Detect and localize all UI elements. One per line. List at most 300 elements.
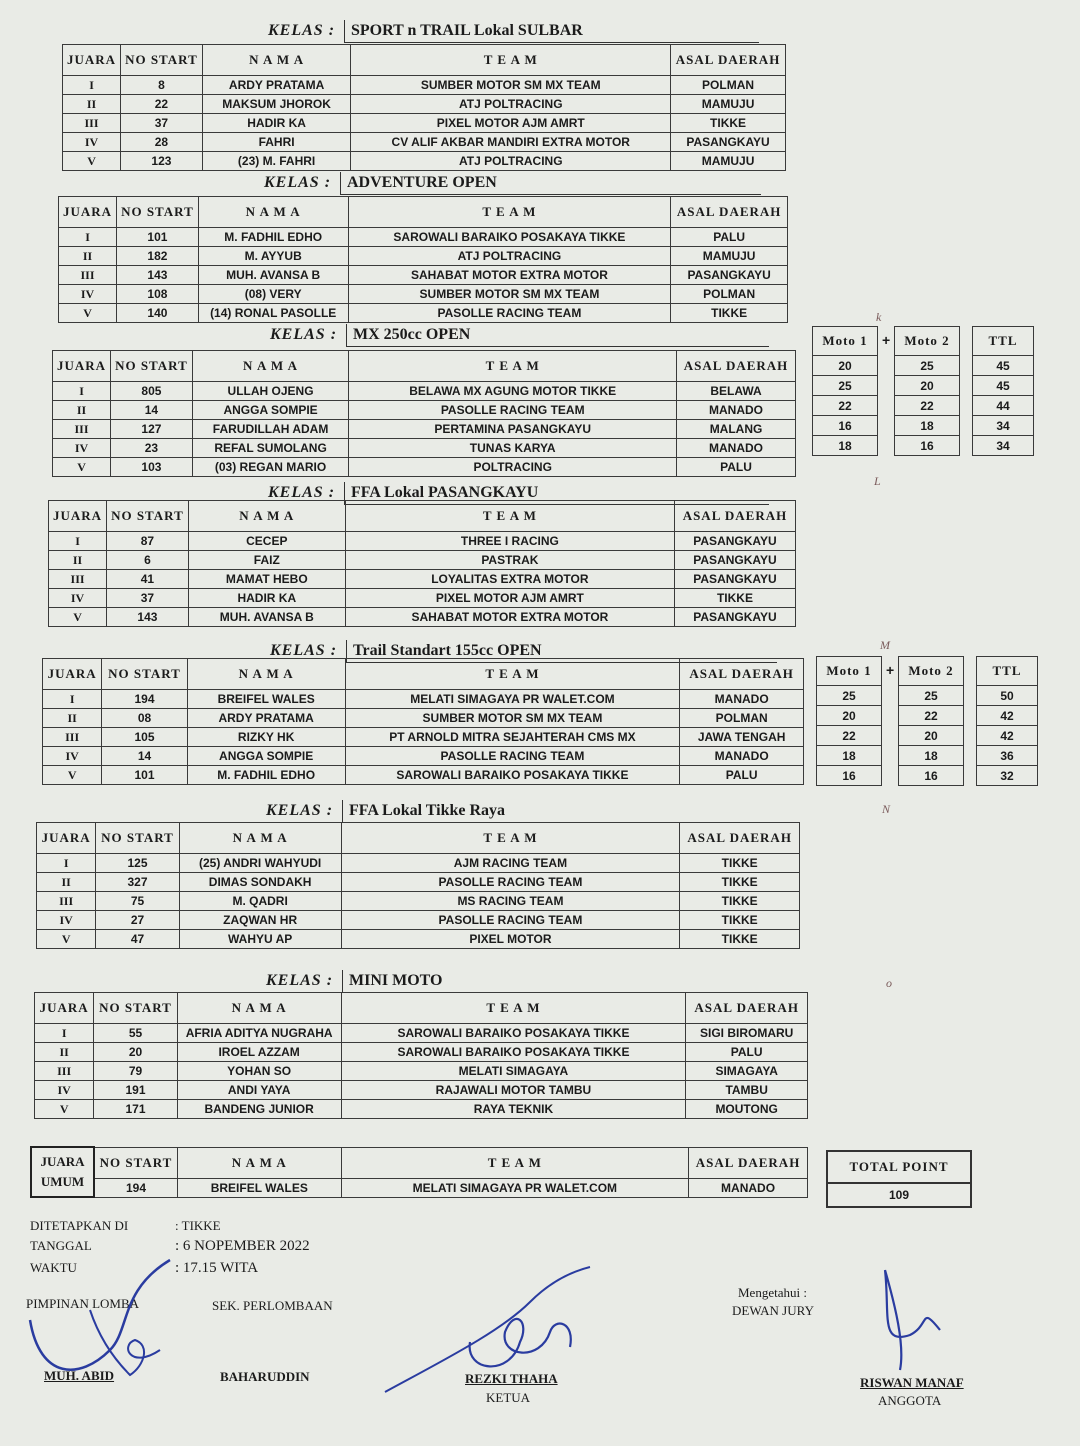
waktu-label: WAKTU	[30, 1260, 77, 1275]
umum-team: MELATI SIMAGAYA PR WALET.COM	[341, 1178, 689, 1197]
asal-daerah: PASANGKAYU	[671, 266, 788, 285]
asal-daerah: TIKKE	[671, 114, 786, 133]
team-name: MS RACING TEAM	[341, 892, 680, 911]
signature-ketua	[380, 1262, 620, 1402]
team-header: T E A M	[348, 197, 671, 228]
juara-rank: II	[63, 95, 121, 114]
moto2-table	[894, 326, 960, 456]
moto2-score: 22	[899, 706, 964, 726]
asal-daerah: SIGI BIROMARU	[686, 1024, 808, 1043]
ketua-name: REZKI THAHA	[465, 1371, 558, 1386]
table-row	[53, 420, 796, 439]
kelas-name: MINI MOTO	[342, 970, 781, 993]
rider-name: FAHRI	[202, 133, 351, 152]
team-name: PASOLLE RACING TEAM	[349, 401, 677, 420]
moto2-table	[898, 656, 964, 786]
rider-name: AFRIA ADITYA NUGRAHA	[177, 1024, 341, 1043]
results-table	[52, 350, 796, 477]
no-start: 6	[107, 551, 189, 570]
no-start: 101	[117, 228, 199, 247]
kelas-heading	[58, 168, 788, 194]
juara-rank: IV	[63, 133, 121, 152]
kelas-section	[58, 168, 788, 328]
nama-header: N A M A	[187, 659, 345, 690]
team-name: PASTRAK	[345, 551, 674, 570]
asal-daerah: SIMAGAYA	[686, 1062, 808, 1081]
asal-daerah: BELAWA	[677, 382, 796, 401]
ditetapkan-label: DITETAPKAN DI	[30, 1218, 129, 1233]
team-name: SUMBER MOTOR SM MX TEAM	[351, 76, 671, 95]
umum-asal: MANADO	[689, 1178, 808, 1197]
juara-rank: IV	[43, 747, 102, 766]
no-start: 194	[102, 690, 187, 709]
margin-mark: L	[874, 474, 881, 488]
table-row	[49, 551, 796, 570]
moto1-header: Moto 1	[817, 657, 882, 686]
asal-header: ASAL DAERAH	[686, 993, 808, 1024]
asal-header: ASAL DAERAH	[671, 197, 788, 228]
team-header: T E A M	[341, 1147, 689, 1178]
results-table	[48, 500, 796, 627]
kelas-label: KELAS :	[270, 642, 338, 659]
no-start: 79	[94, 1062, 177, 1081]
moto2-score: 18	[895, 416, 960, 436]
no-start-header: NO START	[94, 1147, 178, 1178]
sek-name: BAHARUDDIN	[220, 1369, 310, 1384]
moto1-score: 22	[817, 726, 882, 746]
rider-name: M. FADHIL EDHO	[187, 766, 345, 785]
team-name: LOYALITAS EXTRA MOTOR	[345, 570, 674, 589]
no-start-header: NO START	[107, 501, 189, 532]
ttl-score: 34	[973, 436, 1034, 456]
team-name: PASOLLE RACING TEAM	[345, 747, 680, 766]
no-start: 8	[121, 76, 203, 95]
ttl-header: TTL	[973, 327, 1034, 356]
rider-name: WAHYU AP	[179, 930, 341, 949]
juara-rank: I	[49, 532, 107, 551]
juara-rank: I	[37, 854, 96, 873]
table-row	[49, 532, 796, 551]
team-name: PASOLLE RACING TEAM	[341, 911, 680, 930]
table-row	[63, 95, 786, 114]
moto2-score: 18	[899, 746, 964, 766]
juara-rank: V	[59, 304, 117, 323]
juara-rank: II	[37, 873, 96, 892]
team-name: RAYA TEKNIK	[341, 1100, 686, 1119]
table-row	[37, 911, 800, 930]
team-name: ATJ POLTRACING	[351, 95, 671, 114]
asal-daerah: MANADO	[680, 747, 804, 766]
rider-name: MUH. AVANSA B	[198, 266, 348, 285]
nama-header: N A M A	[202, 45, 351, 76]
pimpinan-name: MUH. ABID	[44, 1368, 115, 1383]
no-start: 08	[102, 709, 187, 728]
results-table	[58, 196, 788, 323]
rider-name: ANGGA SOMPIE	[192, 401, 349, 420]
sek-label: SEK. PERLOMBAAN	[212, 1298, 333, 1313]
no-start: 47	[96, 930, 179, 949]
rider-name: RIZKY HK	[187, 728, 345, 747]
ttl-score: 34	[973, 416, 1034, 436]
team-name: ATJ POLTRACING	[348, 247, 671, 266]
kelas-heading	[62, 16, 786, 42]
juara-rank: V	[37, 930, 96, 949]
juara-header: JUARA	[63, 45, 121, 76]
asal-header: ASAL DAERAH	[680, 659, 804, 690]
moto2-score: 25	[895, 356, 960, 376]
moto1-score: 18	[813, 436, 878, 456]
total-point-value: 109	[827, 1183, 971, 1207]
team-name: PIXEL MOTOR AJM AMRT	[345, 589, 674, 608]
juara-header: JUARA	[49, 501, 107, 532]
kelas-name: FFA Lokal Tikke Raya	[342, 800, 773, 823]
table-row	[53, 401, 796, 420]
ttl-score: 45	[973, 356, 1034, 376]
juara-header: JUARA	[35, 993, 94, 1024]
table-row	[37, 854, 800, 873]
waktu-value: : 17.15 WITA	[175, 1260, 259, 1276]
rider-name: YOHAN SO	[177, 1062, 341, 1081]
kelas-section	[34, 966, 808, 1126]
kelas-heading	[52, 320, 796, 346]
team-name: SAROWALI BARAIKO POSAKAYA TIKKE	[341, 1024, 686, 1043]
table-row	[59, 247, 788, 266]
umum-no-start: 194	[94, 1178, 178, 1197]
asal-daerah: TIKKE	[680, 930, 800, 949]
table-row	[49, 570, 796, 589]
table-row	[49, 608, 796, 627]
table-row	[35, 1081, 808, 1100]
moto1-score: 16	[813, 416, 878, 436]
mengetahui-label: Mengetahui :	[738, 1285, 807, 1300]
moto2-score: 20	[899, 726, 964, 746]
ttl-score: 45	[973, 376, 1034, 396]
table-row	[59, 285, 788, 304]
asal-daerah: TIKKE	[680, 854, 800, 873]
no-start: 14	[111, 401, 193, 420]
juara-rank: III	[63, 114, 121, 133]
juara-rank: III	[53, 420, 111, 439]
juara-rank: II	[43, 709, 102, 728]
rider-name: MAKSUM JHOROK	[202, 95, 351, 114]
no-start: 75	[96, 892, 179, 911]
kelas-section	[62, 16, 786, 176]
table-row	[53, 458, 796, 477]
plus-sign: +	[886, 662, 895, 678]
asal-daerah: MALANG	[677, 420, 796, 439]
team-name: MELATI SIMAGAYA PR WALET.COM	[345, 690, 680, 709]
asal-daerah: TAMBU	[686, 1081, 808, 1100]
juara-umum-section	[30, 1146, 810, 1206]
moto1-score: 22	[813, 396, 878, 416]
kelas-label: KELAS :	[266, 802, 334, 819]
no-start: 140	[117, 304, 199, 323]
table-row	[59, 266, 788, 285]
rider-name: (08) VERY	[198, 285, 348, 304]
table-row	[53, 382, 796, 401]
rider-name: MUH. AVANSA B	[188, 608, 345, 627]
team-name: AJM RACING TEAM	[341, 854, 680, 873]
juara-rank: IV	[37, 911, 96, 930]
team-header: T E A M	[345, 501, 674, 532]
team-name: SAROWALI BARAIKO POSAKAYA TIKKE	[341, 1043, 686, 1062]
no-start: 41	[107, 570, 189, 589]
table-row	[43, 690, 804, 709]
results-table	[62, 44, 786, 171]
moto1-score: 25	[817, 686, 882, 706]
team-name: ATJ POLTRACING	[351, 152, 671, 171]
juara-rank: I	[53, 382, 111, 401]
asal-header: ASAL DAERAH	[689, 1147, 808, 1178]
ttl-score: 32	[977, 766, 1038, 786]
margin-mark: k	[876, 310, 882, 324]
no-start: 143	[117, 266, 199, 285]
ketua-title: KETUA	[486, 1390, 531, 1405]
team-name: SAHABAT MOTOR EXTRA MOTOR	[345, 608, 674, 627]
rider-name: MAMAT HEBO	[188, 570, 345, 589]
moto2-score: 16	[895, 436, 960, 456]
rider-name: ZAQWAN HR	[179, 911, 341, 930]
table-row	[43, 709, 804, 728]
plus-sign: +	[882, 332, 891, 348]
juara-header: JUARA	[37, 823, 96, 854]
moto1-table	[816, 656, 882, 786]
asal-daerah: PASANGKAYU	[674, 532, 795, 551]
asal-header: ASAL DAERAH	[671, 45, 786, 76]
juara-rank: III	[49, 570, 107, 589]
no-start: 87	[107, 532, 189, 551]
team-name: POLTRACING	[349, 458, 677, 477]
juara-rank: II	[35, 1043, 94, 1062]
team-name: SUMBER MOTOR SM MX TEAM	[345, 709, 680, 728]
juara-rank: II	[49, 551, 107, 570]
team-name: RAJAWALI MOTOR TAMBU	[341, 1081, 686, 1100]
asal-daerah: PASANGKAYU	[674, 570, 795, 589]
nama-header: N A M A	[198, 197, 348, 228]
no-start: 125	[96, 854, 179, 873]
no-start: 182	[117, 247, 199, 266]
no-start-header: NO START	[94, 993, 177, 1024]
team-name: PT ARNOLD MITRA SEJAHTERAH CMS MX	[345, 728, 680, 747]
no-start: 123	[121, 152, 203, 171]
margin-mark: N	[882, 802, 891, 816]
asal-daerah: MAMUJU	[671, 95, 786, 114]
asal-daerah: PALU	[671, 228, 788, 247]
margin-mark: M	[880, 638, 890, 652]
juara-rank: V	[35, 1100, 94, 1119]
asal-daerah: POLMAN	[680, 709, 804, 728]
juara-rank: IV	[53, 439, 111, 458]
table-row	[35, 1043, 808, 1062]
kelas-section	[48, 478, 796, 638]
moto1-score: 18	[817, 746, 882, 766]
kelas-name: FFA Lokal PASANGKAYU	[344, 482, 769, 505]
kelas-section	[42, 636, 804, 796]
kelas-section	[52, 320, 796, 480]
rider-name: M. AYYUB	[198, 247, 348, 266]
kelas-name: SPORT n TRAIL Lokal SULBAR	[344, 20, 759, 43]
kelas-label: KELAS :	[270, 326, 338, 343]
ttl-score: 42	[977, 706, 1038, 726]
kelas-heading	[36, 796, 800, 822]
no-start: 191	[94, 1081, 177, 1100]
umum-nama: BREIFEL WALES	[177, 1178, 341, 1197]
kelas-section	[36, 796, 800, 956]
results-table	[42, 658, 804, 785]
asal-daerah: PALU	[686, 1043, 808, 1062]
juara-rank: I	[63, 76, 121, 95]
nama-header: N A M A	[177, 993, 341, 1024]
dewan-jury-label: DEWAN JURY	[732, 1303, 814, 1318]
asal-daerah: MANADO	[677, 401, 796, 420]
no-start: 101	[102, 766, 187, 785]
asal-header: ASAL DAERAH	[677, 351, 796, 382]
no-start: 20	[94, 1043, 177, 1062]
moto1-score: 20	[817, 706, 882, 726]
table-row	[43, 728, 804, 747]
pimpinan-label: PIMPINAN LOMBA	[26, 1296, 140, 1311]
kelas-label: KELAS :	[266, 972, 334, 989]
no-start: 28	[121, 133, 203, 152]
rider-name: (25) ANDRI WAHYUDI	[179, 854, 341, 873]
moto1-score: 20	[813, 356, 878, 376]
table-row	[35, 1100, 808, 1119]
asal-daerah: PALU	[677, 458, 796, 477]
kelas-name: Trail Standart 155cc OPEN	[346, 640, 777, 663]
moto1-table	[812, 326, 878, 456]
rider-name: REFAL SUMOLANG	[192, 439, 349, 458]
nama-header: N A M A	[192, 351, 349, 382]
table-row	[63, 133, 786, 152]
asal-header: ASAL DAERAH	[674, 501, 795, 532]
rider-name: (23) M. FAHRI	[202, 152, 351, 171]
team-name: PASOLLE RACING TEAM	[341, 873, 680, 892]
juara-rank: V	[53, 458, 111, 477]
juara-header: JUARA	[43, 659, 102, 690]
team-header: T E A M	[349, 351, 677, 382]
no-start: 327	[96, 873, 179, 892]
juara-umum-label: JUARA UMUM	[31, 1147, 94, 1197]
asal-daerah: PASANGKAYU	[671, 133, 786, 152]
ttl-score: 44	[973, 396, 1034, 416]
asal-daerah: MANADO	[677, 439, 796, 458]
table-row	[53, 439, 796, 458]
team-header: T E A M	[341, 823, 680, 854]
table-row	[35, 1024, 808, 1043]
no-start: 103	[111, 458, 193, 477]
juara-rank: V	[63, 152, 121, 171]
asal-daerah: MAMUJU	[671, 152, 786, 171]
team-name: BELAWA MX AGUNG MOTOR TIKKE	[349, 382, 677, 401]
juara-rank: II	[59, 247, 117, 266]
team-header: T E A M	[345, 659, 680, 690]
moto2-score: 16	[899, 766, 964, 786]
asal-daerah: PALU	[680, 766, 804, 785]
kelas-name: MX 250cc OPEN	[346, 324, 769, 347]
asal-daerah: TIKKE	[674, 589, 795, 608]
asal-daerah: MAMUJU	[671, 247, 788, 266]
no-start: 108	[117, 285, 199, 304]
rider-name: IROEL AZZAM	[177, 1043, 341, 1062]
ttl-table	[972, 326, 1034, 456]
no-start-header: NO START	[111, 351, 193, 382]
rider-name: ANDI YAYA	[177, 1081, 341, 1100]
ditetapkan-value: : TIKKE	[175, 1218, 221, 1233]
kelas-label: KELAS :	[268, 22, 336, 39]
no-start-header: NO START	[102, 659, 187, 690]
rider-name: FAIZ	[188, 551, 345, 570]
juara-rank: IV	[59, 285, 117, 304]
anggota-title: ANGGOTA	[878, 1393, 942, 1408]
no-start: 37	[107, 589, 189, 608]
no-start: 105	[102, 728, 187, 747]
juara-umum-table	[30, 1146, 808, 1198]
signature-pimpinan	[20, 1250, 200, 1390]
table-row	[37, 873, 800, 892]
no-start: 37	[121, 114, 203, 133]
no-start: 55	[94, 1024, 177, 1043]
team-name: PIXEL MOTOR	[341, 930, 680, 949]
no-start: 14	[102, 747, 187, 766]
asal-daerah: POLMAN	[671, 285, 788, 304]
anggota-name: RISWAN MANAF	[860, 1375, 964, 1390]
signature-anggota	[870, 1265, 960, 1375]
team-name: PIXEL MOTOR AJM AMRT	[351, 114, 671, 133]
rider-name: ARDY PRATAMA	[187, 709, 345, 728]
ttl-score: 50	[977, 686, 1038, 706]
team-name: PASOLLE RACING TEAM	[348, 304, 671, 323]
kelas-heading	[34, 966, 808, 992]
no-start-header: NO START	[96, 823, 179, 854]
table-row	[35, 1062, 808, 1081]
moto2-score: 22	[895, 396, 960, 416]
juara-header: JUARA	[59, 197, 117, 228]
team-name: THREE I RACING	[345, 532, 674, 551]
team-name: SAROWALI BARAIKO POSAKAYA TIKKE	[345, 766, 680, 785]
moto1-score: 25	[813, 376, 878, 396]
no-start: 171	[94, 1100, 177, 1119]
juara-rank: III	[37, 892, 96, 911]
asal-daerah: TIKKE	[680, 892, 800, 911]
rider-name: BREIFEL WALES	[187, 690, 345, 709]
asal-header: ASAL DAERAH	[680, 823, 800, 854]
ttl-table	[976, 656, 1038, 786]
asal-daerah: MOUTONG	[686, 1100, 808, 1119]
team-name: MELATI SIMAGAYA	[341, 1062, 686, 1081]
asal-daerah: TIKKE	[680, 873, 800, 892]
nama-header: N A M A	[177, 1147, 341, 1178]
juara-header: JUARA	[53, 351, 111, 382]
nama-header: N A M A	[179, 823, 341, 854]
no-start-header: NO START	[121, 45, 203, 76]
table-row	[59, 228, 788, 247]
rider-name: HADIR KA	[202, 114, 351, 133]
juara-rank: III	[43, 728, 102, 747]
ttl-score: 36	[977, 746, 1038, 766]
moto1-score: 16	[817, 766, 882, 786]
juara-rank: III	[59, 266, 117, 285]
asal-daerah: POLMAN	[671, 76, 786, 95]
team-name: SUMBER MOTOR SM MX TEAM	[348, 285, 671, 304]
no-start: 22	[121, 95, 203, 114]
team-name: TUNAS KARYA	[349, 439, 677, 458]
moto2-score: 20	[895, 376, 960, 396]
asal-daerah: MANADO	[680, 690, 804, 709]
table-row	[49, 589, 796, 608]
rider-name: (14) RONAL PASOLLE	[198, 304, 348, 323]
moto2-score: 25	[899, 686, 964, 706]
table-row	[63, 114, 786, 133]
